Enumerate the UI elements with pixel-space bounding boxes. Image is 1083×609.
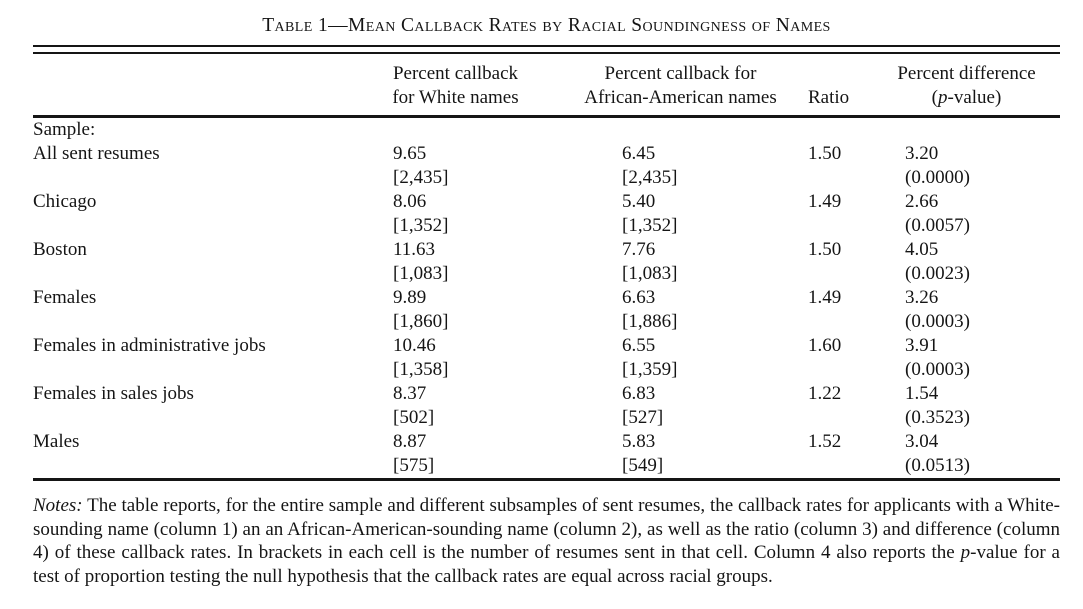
- table-body: [33, 118, 1060, 478]
- cell-white-n: [502]: [393, 407, 435, 428]
- cell-ratio: 1.49: [808, 191, 842, 212]
- table-row-counts: [33, 214, 1060, 238]
- notes-label: Notes:: [33, 495, 83, 516]
- cell-aa-n: [1,359]: [622, 359, 678, 380]
- header-percent-difference: Percent difference (p-value): [873, 62, 1060, 110]
- cell-ratio: 1.49: [808, 287, 842, 308]
- table-row: [33, 238, 1060, 262]
- table-notes: Notes: The table reports, for the entire sample and different subsamples of sent resumes, the callback rates for applicants with a White-sounding name (column 1) an an African-American-sounding name (column 2), as well as the ratio (column 3) and difference (column 4) of these callback rates. In brackets in each cell is the number of resumes sent in that cell. Column 4 also reports the p-value for a test of proportion testing the null hypothesis that the callback rates are equal across racial groups.: [33, 495, 1060, 587]
- cell-white-n: [1,358]: [393, 359, 449, 380]
- table-row: [33, 286, 1060, 310]
- row-label: Boston: [33, 239, 87, 260]
- row-label: Females in sales jobs: [33, 383, 194, 404]
- table-row: [33, 142, 1060, 166]
- cell-white-n: [575]: [393, 455, 435, 476]
- cell-diff: 2.66: [905, 191, 939, 212]
- cell-diff: 4.05: [905, 239, 939, 260]
- table-row-counts: [33, 166, 1060, 190]
- cell-aa-rate: 6.63: [622, 287, 656, 308]
- cell-aa-n: [1,886]: [622, 311, 678, 332]
- table-row: [33, 430, 1060, 454]
- cell-ratio: 1.22: [808, 383, 842, 404]
- cell-diff: 3.26: [905, 287, 939, 308]
- cell-white-rate: 10.46: [393, 335, 436, 356]
- cell-ratio: 1.50: [808, 143, 842, 164]
- header-ratio: Ratio: [808, 87, 850, 108]
- table-title: Table 1—Mean Callback Rates by Racial Soundingness of Names: [262, 15, 831, 36]
- cell-white-rate: 8.87: [393, 431, 427, 452]
- cell-white-rate: 8.06: [393, 191, 427, 212]
- cell-p-value: (0.0513): [905, 455, 970, 476]
- cell-aa-rate: 6.55: [622, 335, 656, 356]
- row-label: Females: [33, 287, 97, 308]
- table-row: [33, 334, 1060, 358]
- row-label: All sent resumes: [33, 143, 160, 164]
- column-header-row: [33, 54, 1060, 115]
- cell-ratio: 1.50: [808, 239, 842, 260]
- table-row: [33, 382, 1060, 406]
- table-row: [33, 190, 1060, 214]
- cell-aa-n: [527]: [622, 407, 664, 428]
- cell-white-rate: 8.37: [393, 383, 427, 404]
- cell-white-n: [2,435]: [393, 167, 449, 188]
- cell-aa-rate: 7.76: [622, 239, 656, 260]
- cell-white-n: [1,352]: [393, 215, 449, 236]
- cell-aa-rate: 6.83: [622, 383, 656, 404]
- cell-p-value: (0.0003): [905, 311, 970, 332]
- top-double-rule: [33, 45, 1060, 54]
- cell-aa-rate: 5.83: [622, 431, 656, 452]
- cell-aa-n: [2,435]: [622, 167, 678, 188]
- row-label: Females in administrative jobs: [33, 335, 266, 356]
- cell-white-rate: 9.65: [393, 143, 427, 164]
- cell-aa-n: [1,352]: [622, 215, 678, 236]
- cell-diff: 3.04: [905, 431, 939, 452]
- cell-p-value: (0.0023): [905, 263, 970, 284]
- cell-aa-n: [549]: [622, 455, 664, 476]
- table-row-counts: [33, 406, 1060, 430]
- cell-diff: 3.91: [905, 335, 939, 356]
- cell-p-value: (0.0000): [905, 167, 970, 188]
- cell-ratio: 1.60: [808, 335, 842, 356]
- table-row-counts: [33, 358, 1060, 382]
- cell-diff: 1.54: [905, 383, 939, 404]
- table-bottom-rule: [33, 478, 1060, 481]
- cell-white-rate: 9.89: [393, 287, 427, 308]
- cell-ratio: 1.52: [808, 431, 842, 452]
- header-p-value: (p-value): [931, 87, 1002, 108]
- cell-aa-rate: 6.45: [622, 143, 656, 164]
- row-label: Chicago: [33, 191, 97, 212]
- header-white-names: Percent callback for White names: [392, 63, 519, 108]
- cell-p-value: (0.0057): [905, 215, 970, 236]
- table-row-counts: [33, 454, 1060, 478]
- section-row: [33, 118, 1060, 142]
- cell-p-value: (0.3523): [905, 407, 970, 428]
- table-row-counts: [33, 262, 1060, 286]
- cell-aa-n: [1,083]: [622, 263, 678, 284]
- header-african-american-names: Percent callback for African-American names: [584, 63, 777, 108]
- cell-white-n: [1,860]: [393, 311, 449, 332]
- cell-white-rate: 11.63: [393, 239, 436, 260]
- cell-aa-rate: 5.40: [622, 191, 656, 212]
- row-label: Males: [33, 431, 80, 452]
- cell-diff: 3.20: [905, 143, 939, 164]
- cell-white-n: [1,083]: [393, 263, 449, 284]
- section-label: Sample:: [33, 119, 96, 140]
- table-1-container: [33, 14, 1060, 588]
- cell-p-value: (0.0003): [905, 359, 970, 380]
- table-row-counts: [33, 310, 1060, 334]
